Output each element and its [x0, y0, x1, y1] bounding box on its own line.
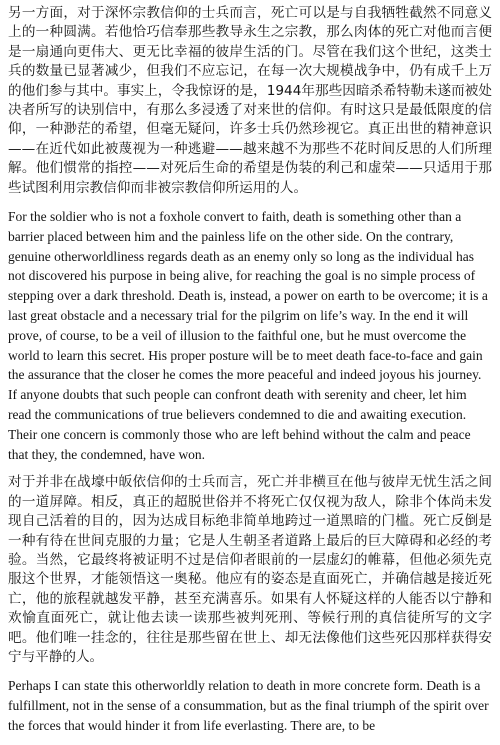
book-page: [8, 4, 492, 745]
english-paragraph-1: For the soldier who is not a foxhole convert to faith, death is something other than a barrier placed between him and the painless life on the other side. On the contrary, genuine otherworldliness regards death as an enemy only so long as the individual has not discovered his purpose in being alive, for reaching the goal is no simple process of stepping over a dark threshold. Death is, instead, a power on earth to be overcome; it is a last great obstacle and a necessary trial for the pilgrim on life’s way. In the end it will prove, of course, to be a veil of illusion to the faithful one, but he must overcome the world to learn this secret. His proper posture will be to meet death face-to-face and gain the assurance that the closer he comes the more peaceful and indeed joyous his journey. If anyone doubts that such people can confront death with serenity and cheer, let him read the communications of true believers condemned to die and awaiting execution. Their one concern is commonly those who are left behind without the calm and peace that they, the condemned, have won.: [8, 209, 488, 462]
chinese-paragraph-2: 对于并非在战壕中皈依信仰的士兵而言，死亡并非横亘在他与彼岸无忧生活之间的一道屏障。相反，真正的超脱世俗并不将死亡仅仅视为敌人，除非个体尚未发现自己活着的目的，因为达成目标绝非简单地跨过一道黑暗的门槛。死亡反倒是一种有待在世间克服的力量；它是人生朝圣者道路上最后的巨大障碍和必经的考验。当然，它最终将被证明不过是信仰者眼前的一层虚幻的帷幕，但他必须先克服这个世界，才能领悟这一奥秘。他应有的姿态是直面死亡，并确信越是接近死亡，他的旅程就越发平静，甚至充满喜乐。如果有人怀疑这样的人能否以宁静和欢愉直面死亡，就让他去读一读那些被判死刑、等候行刑的真信徒所写的文字吧。他们唯一挂念的，往往是那些留在世上、却无法像他们这些死囚那样获得安宁与平静的人。: [8, 474, 492, 666]
chinese-paragraph-1: 另一方面，对于深怀宗教信仰的士兵而言，死亡可以是与自我牺牲截然不同意义上的一种圆满。若他恰巧信奉那些教导永生之宗教，那么肉体的死亡对他而言便是一扇通向更伟大、更无比幸福的彼岸生活的门。尽管在我们这个世纪，这类士兵的数量已显著减少，但我们不应忘记，在每一次大规模战争中，仍有成千上万的他们参与其中。事实上，令我惊讶的是，1944年那些因暗杀希特勒未遂而被处决者所写的诀别信中，有那么多浸透了对来世的信仰。有时这只是最低限度的信仰，一种渺茫的希望，但毫无疑问，许多士兵仍然珍视它。真正出世的精神意识——在近代如此被蔑视为一种逃避——越来越不为那些不花时间反思的人们所理解。他们惯常的指控——对死后生命的希望是伪装的利己和虚荣——只适用于那些试图利用宗教信仰而非被宗教信仰所运用的人。: [8, 5, 492, 196]
english-paragraph-2: Perhaps I can state this otherworldly relation to death in more concrete form. Death is a fulfillment, not in the sense of a consummation, but as the final triumph of the spirit over the forces that would hinder it from life everlasting. There are, to be: [8, 678, 489, 734]
